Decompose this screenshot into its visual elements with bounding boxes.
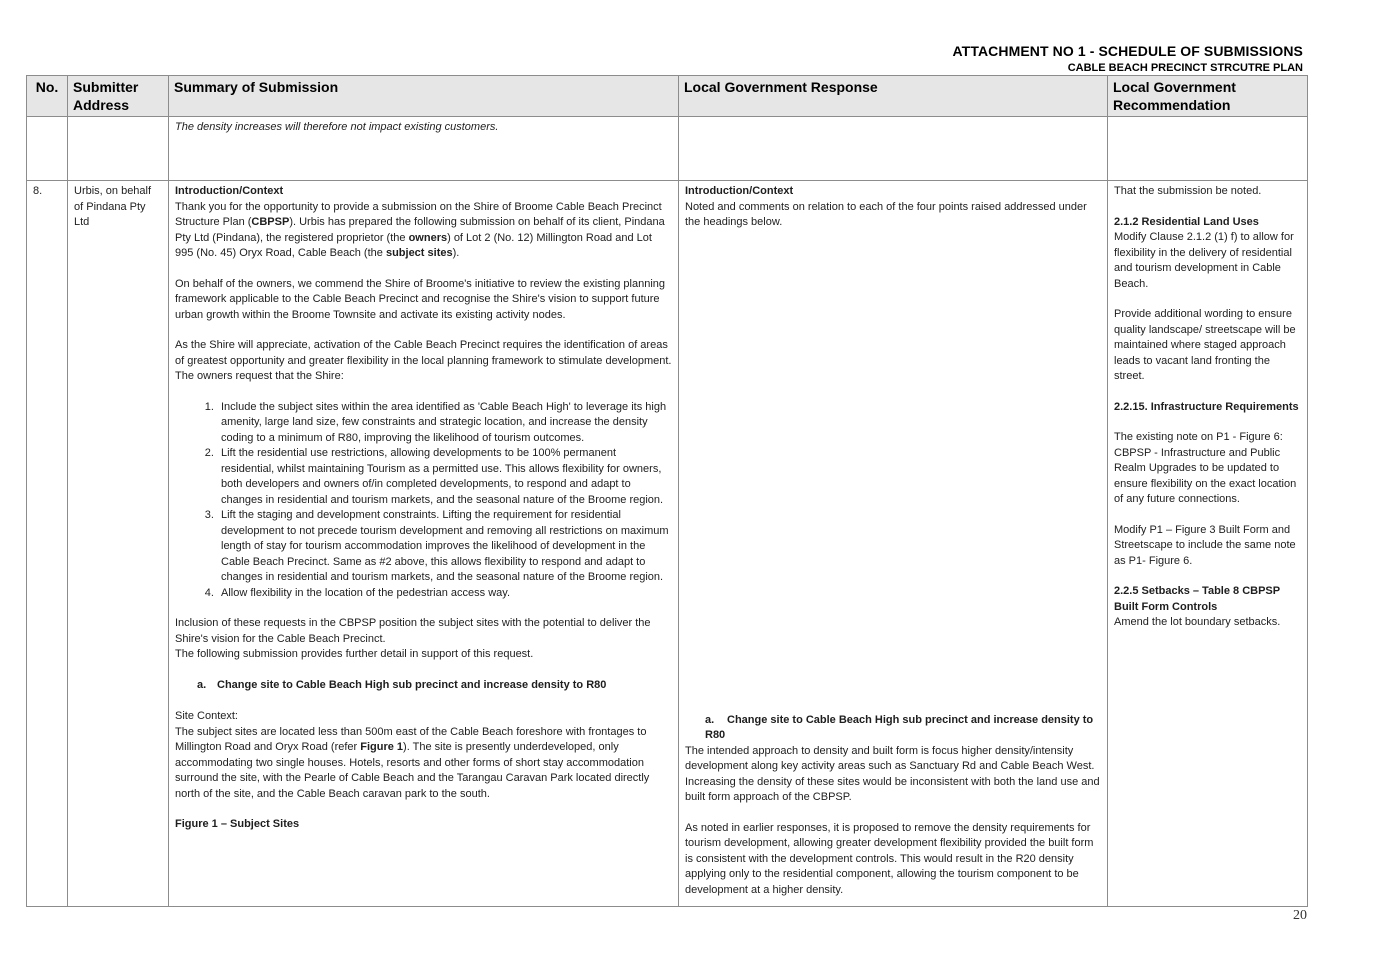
col-header-submitter: Submitter Address [68,76,169,117]
submission-number: 8. [33,185,43,197]
recommendation-heading-2: 2.2.15. Infrastructure Requirements [1114,400,1299,413]
col-header-summary: Summary of Submission [169,76,679,117]
recommendation-text-3: The existing note on P1 - Figure 6: CBPSP - Infrastructure and Public Realm Upgrades to be updated to ensure flexibility on the exact location of any future connections. [1114,431,1297,505]
recommendation-text-2: Provide additional wording to ensure quality landscape/ streetscape will be maintained where staged approach leads to vacant land fronting the street. [1114,308,1296,382]
cell-response [679,181,1108,907]
summary-subheading-a: a. Change site to Cable Beach High sub precinct and increase density to R80 [197,678,607,691]
site-context-heading: Site Context: [175,710,238,722]
list-item: 2. Lift the residential use restrictions, allowing developments to be 100% permanent residential, whilst maintaining Tourism as a permitted use. This allows flexibility for owners, both developers and owners of/in completed developments, to respond and adapt to changes in residential and tourism markets, and the seasonal nature of the Broome region. [217,446,672,508]
response-paragraph-1: The intended approach to density and built form is focus higher density/intensity development along key activity areas such as Sanctuary Rd and Cable Beach West. Increasing the density of these sites would be inconsistent with both the land use and built form approach of the CBPSP. [685,744,1100,803]
recommendation-heading-1: 2.1.2 Residential Land Uses [1114,215,1259,228]
cell-submitter [68,117,169,181]
site-context-paragraph: The subject sites are located less than 500m east of the Cable Beach foreshore with frontages to Millington Road and Oryx Road (refer Figure 1). The site is presently underdeveloped, only accommodating two single houses. Hotels, resorts and other forms of short stay accommodation surround the site, with the Pearle of Cable Beach and the Tarangau Caravan Park located directly north of the site, and the Cable Beach caravan park to the south. [175,725,650,800]
list-item: 1. Include the subject sites within the area identified as 'Cable Beach High' to leverage its high amenity, large land size, few constraints and strategic location, and increase the density coding to a minimum of R80, improving the likelihood of tourism outcomes. [217,400,672,447]
summary-paragraph-3: As the Shire will appreciate, activation of the Cable Beach Precinct requires the identification of areas of greatest opportunity and greater flexibility in the local planning framework to stimulate development. The owners request that the Shire: [175,339,672,382]
submissions-table [26,75,1308,907]
summary-paragraph-4b: The following submission provides further detail in support of this request. [175,648,534,660]
table-row-submission-8 [27,181,1308,907]
continued-summary-text: The density increases will therefore not impact existing customers. [175,121,499,133]
response-intro-heading: Introduction/Context [685,185,794,197]
list-item: 4. Allow flexibility in the location of the pedestrian access way. [217,586,672,602]
recommendation-text-5: Amend the lot boundary setbacks. [1114,616,1281,628]
cell-submitter [68,181,169,907]
recommendation-heading-3: 2.2.5 Setbacks – Table 8 CBPSP Built Form Controls [1114,585,1280,613]
response-paragraph-2: As noted in earlier responses, it is proposed to remove the density requirements for tourism development, allowing greater development flexibility provided the built form is consistent with the development controls. This would result in the R20 density applying only to the residential component, allowing the tourism component to be development at a higher density. [685,821,1094,896]
page-number: 20 [1293,908,1307,923]
cell-no [27,117,68,181]
table-header-row [27,76,1308,117]
summary-intro-heading: Introduction/Context [175,185,284,197]
cell-recommendation [1108,117,1308,181]
attachment-title: ATTACHMENT NO 1 - SCHEDULE OF SUBMISSIONS [952,43,1303,59]
cell-recommendation [1108,181,1308,907]
plan-subtitle: CABLE BEACH PRECINCT STRCUTRE PLAN [1067,62,1303,74]
response-intro-text: Noted and comments on relation to each of the four points raised addressed under the headings below. [685,200,1087,228]
recommendation-text-1: Modify Clause 2.1.2 (1) f) to allow for flexibility in the delivery of residential and tourism development in Cable Beach. [1114,231,1294,290]
summary-paragraph-2: On behalf of the owners, we commend the Shire of Broome's initiative to review the existing planning framework applicable to the Cable Beach Precinct and recognise the Shire's vision to support future urban growth within the Broome Townsite and activate its existing activity nodes. [175,277,666,321]
summary-paragraph-4a: Inclusion of these requests in the CBPSP position the subject sites with the potential to deliver the Shire's vision for the Cable Beach Precinct. [175,617,651,645]
cell-no [27,181,68,907]
response-subheading-a: a. Change site to Cable Beach High sub precinct and increase density to R80 [705,713,1094,741]
col-header-no: No. [27,76,68,117]
list-item: 3. Lift the staging and development constraints. Lifting the requirement for residential development to not precede tourism development and removing all restrictions on maximum length of stay for tourism accommodation improves the likelihood of development in the Cable Beach Precinct. Same as #2 above, this allows flexibility to respond and adapt to changes in residential and tourism markets, and the seasonal nature of the Broome region. [217,508,672,586]
recommendation-noted: That the submission be noted. [1114,185,1262,197]
cell-summary [169,181,679,907]
col-header-response: Local Government Response [679,76,1108,117]
submitter-name: Urbis, on behalf of Pindana Pty Ltd [74,185,152,228]
table-row-continued [27,117,1308,181]
col-header-recommendation: Local Government Recommendation [1108,76,1308,117]
figure-caption: Figure 1 – Subject Sites [175,818,300,830]
summary-paragraph-1: Thank you for the opportunity to provide a submission on the Shire of Broome Cable Beach Precinct Structure Plan (CBPSP). Urbis has prepared the following submission on behalf of its client, Pindana Pty Ltd (Pindana), the registered proprietor (the owners) of Lot 2 (No. 12) Millington Road and Lot 995 (No. 45) Oryx Road, Cable Beach (the subject sites). [175,200,665,259]
response-spacer [685,231,1101,713]
requests-list [175,400,672,602]
cell-summary [169,117,679,181]
recommendation-text-4: Modify P1 – Figure 3 Built Form and Streetscape to include the same note as P1- Figure 6. [1114,523,1296,567]
cell-response [679,117,1108,181]
